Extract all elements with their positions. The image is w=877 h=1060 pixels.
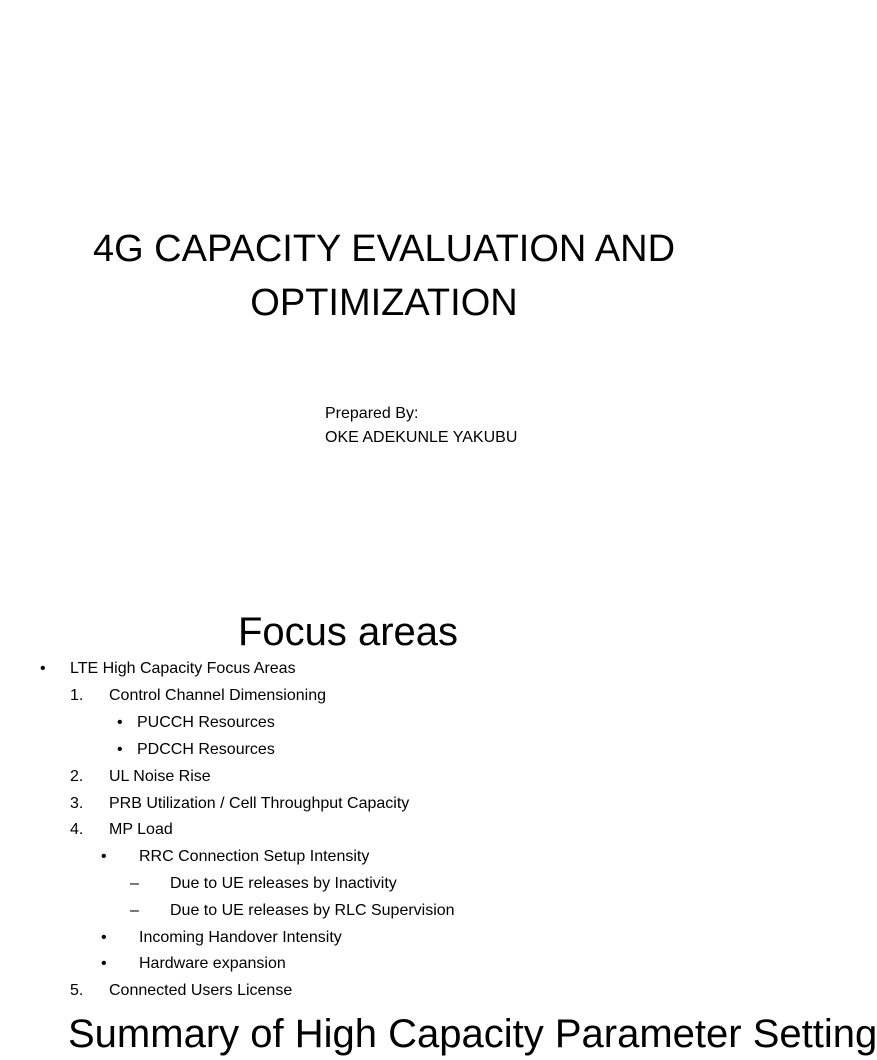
list-item: Due to UE releases by RLC Supervision [170, 902, 455, 919]
number-marker: 5. [70, 982, 84, 999]
bullet-marker: • [101, 929, 107, 946]
list-item: PDCCH Resources [137, 741, 275, 758]
number-marker: 1. [70, 687, 84, 704]
slide-title-line-2: OPTIMIZATION [250, 282, 518, 324]
dash-marker: – [130, 875, 139, 892]
list-item: UL Noise Rise [109, 768, 211, 785]
slide-title [0, 222, 768, 330]
list-item: Hardware expansion [139, 955, 286, 972]
list-item: LTE High Capacity Focus Areas [70, 660, 296, 677]
list-item: Incoming Handover Intensity [139, 929, 342, 946]
list-item: Due to UE releases by Inactivity [170, 875, 397, 892]
dash-marker: – [130, 902, 139, 919]
author-block [325, 402, 517, 450]
slide-title-line-1: 4G CAPACITY EVALUATION AND [92, 228, 676, 270]
list-item: MP Load [109, 821, 173, 838]
number-marker: 2. [70, 768, 84, 785]
bullet-marker: • [117, 714, 123, 731]
list-item: Connected Users License [109, 982, 293, 999]
list-item: RRC Connection Setup Intensity [139, 848, 370, 865]
bullet-marker: • [40, 660, 46, 677]
summary-title: Summary of High Capacity Parameter Setting [68, 1012, 877, 1056]
author-name: OKE ADEKUNLE YAKUBU [325, 429, 518, 446]
prepared-by-label: Prepared By: [325, 405, 419, 422]
list-item: PUCCH Resources [137, 714, 275, 731]
bullet-marker: • [101, 848, 107, 865]
number-marker: 3. [70, 795, 84, 812]
number-marker: 4. [70, 821, 84, 838]
bullet-marker: • [101, 955, 107, 972]
bullet-marker: • [117, 741, 123, 758]
list-item: PRB Utilization / Cell Throughput Capacity [109, 795, 410, 812]
list-item: Control Channel Dimensioning [109, 687, 327, 704]
focus-areas-title: Focus areas [237, 610, 459, 654]
